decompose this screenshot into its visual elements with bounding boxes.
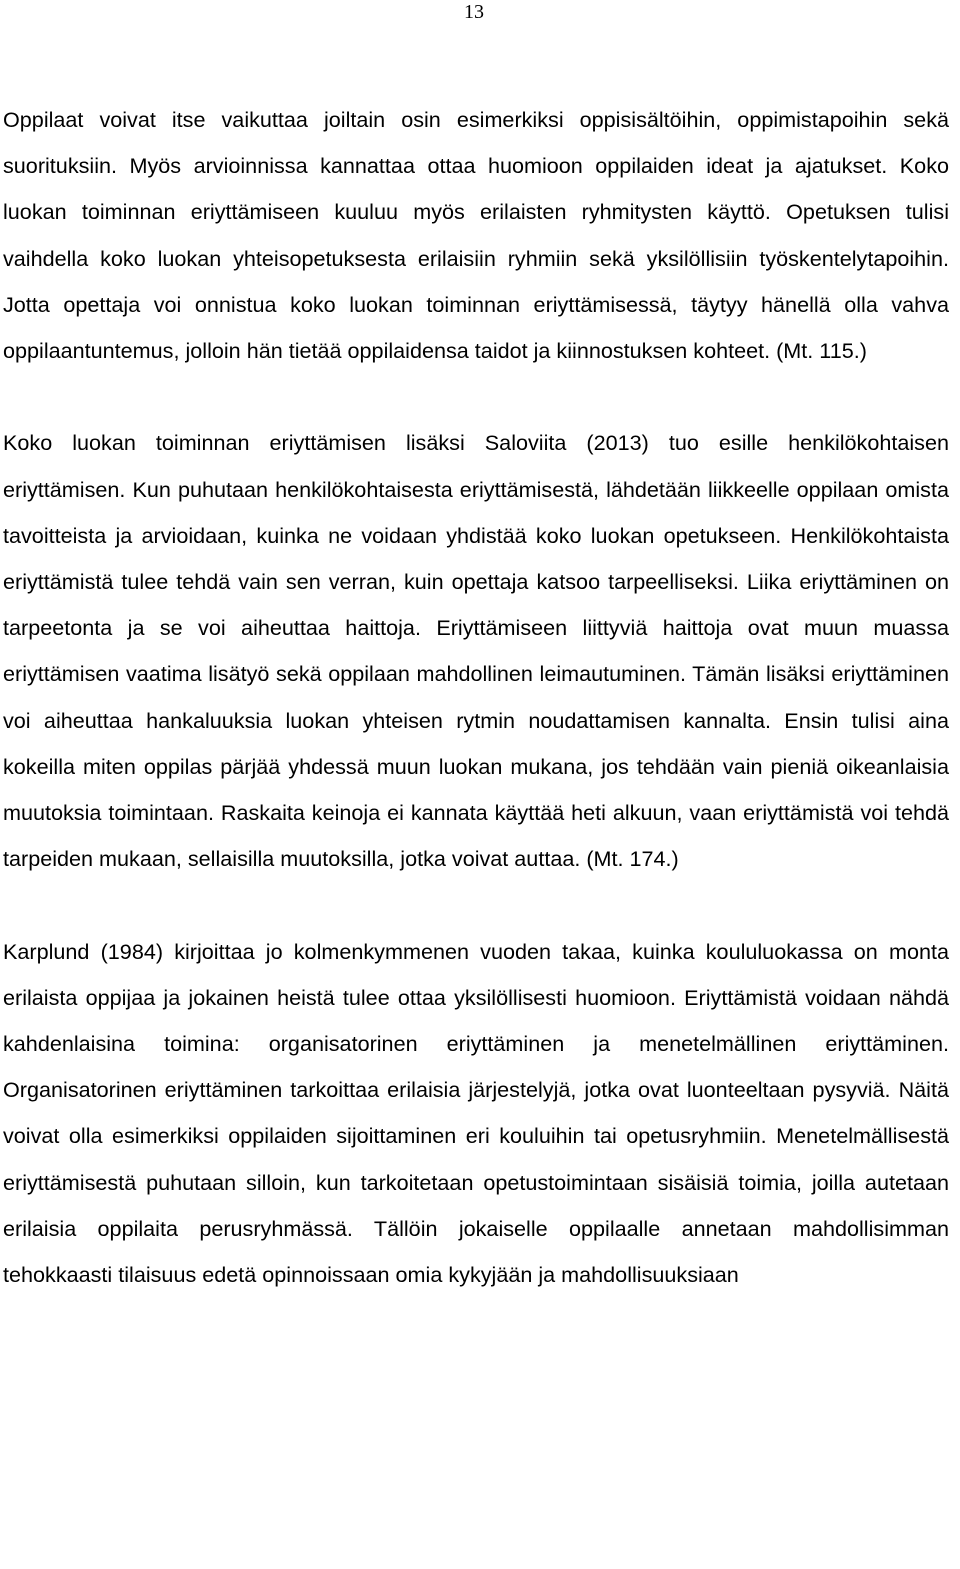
paragraph-2: Koko luokan toiminnan eriyttämisen lisäksi Saloviita (2013) tuo esille henkilökohtaisen eriyttämisen. Kun puhutaan henkilökohtaisesta eriyttämisestä, lähdetään liikkeelle oppilaan omista tavoitteista ja arvioidaan, kuinka ne voidaan yhdistää koko luokan opetukseen. Henkilökohtaista eriyttämistä tulee tehdä vain sen verran, kuin opettaja katsoo tarpeelliseksi. Liika eriyttäminen on tarpeetonta ja se voi aiheuttaa haittoja. Eriyttämiseen liittyviä haittoja ovat muun muassa eriyttämisen vaatima lisätyö sekä oppilaan mahdollinen leimautuminen. Tämän lisäksi eriyttäminen voi aiheuttaa hankaluuksia luokan yhteisen rytmin noudattamisen kannalta. Ensin tulisi aina kokeilla miten oppilas pärjää yhdessä muun luokan mukana, jos tehdään vain pieniä oikeanlaisia muutoksia toimintaan. Raskaita keinoja ei kannata käyttää heti alkuun, vaan eriyttämistä voi tehdä tarpeiden mukaan, sellaisilla muutoksilla, jotka voivat auttaa. (Mt. 174.)	[3, 430, 949, 872]
paragraph-3: Karplund (1984) kirjoittaa jo kolmenkymmenen vuoden takaa, kuinka koululuokassa on monta erilaista oppijaa ja jokainen heistä tulee ottaa yksilöllisesti huomioon. Eriyttämistä voidaan nähdä kahdenlaisina toimina: organisatorinen eriyttäminen ja menetelmällinen eriyttäminen. Organisatorinen eriyttäminen tarkoittaa erilaisia järjestelyjä, jotka ovat luonteeltaan pysyviä. Näitä voivat olla esimerkiksi oppilaiden sijoittaminen eri kouluihin tai opetusryhmiin. Menetelmällisestä eriyttämisestä puhutaan silloin, kun tarkoitetaan opetustoimintaan sisäisiä toimia, joilla autetaan erilaisia oppilaita perusryhmässä. Tällöin jokaiselle oppilaalle annetaan mahdollisimman tehokkaasti tilaisuus edetä opinnoissaan omia kykyjään ja mahdollisuuksiaan	[3, 938, 949, 1288]
paragraph-1: Oppilaat voivat itse vaikuttaa joiltain osin esimerkiksi oppisisältöihin, oppimistapoihin sekä suorituksiin. Myös arvioinnissa kannattaa ottaa huomioon oppilaiden ideat ja ajatukset. Koko luokan toiminnan eriyttämiseen kuuluu myös erilaisten ryhmitysten käyttö. Opetuksen tulisi vaihdella koko luokan yhteisopetuksesta erilaisiin ryhmiin sekä yksilöllisiin työskentelytapoihin. Jotta opettaja voi onnistua koko luokan toiminnan eriyttämisessä, täytyy hänellä olla vahva oppilaantuntemus, jolloin hän tietää oppilaidensa taidot ja kiinnostuksen kohteet. (Mt. 115.)	[3, 107, 949, 364]
body-text	[3, 97, 949, 1298]
page-number: 13	[464, 1, 484, 23]
